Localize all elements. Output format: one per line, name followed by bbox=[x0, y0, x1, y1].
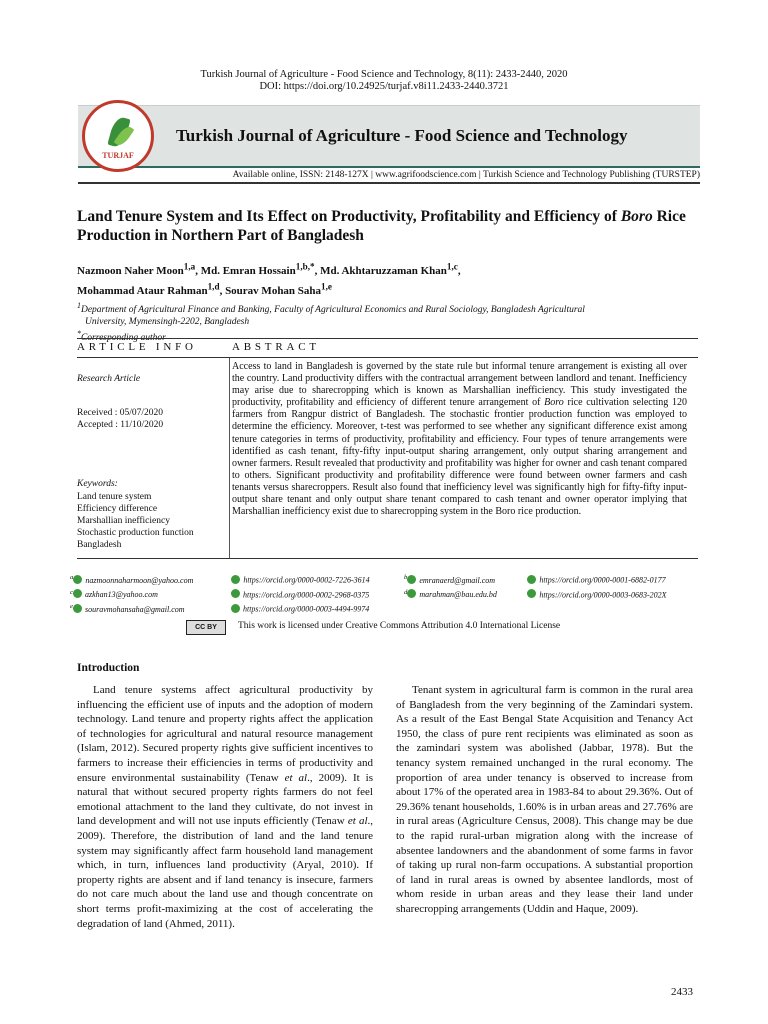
citation-line: Turkish Journal of Agriculture - Food Science and Technology, 8(11): 2433-2440, 2020 bbox=[200, 69, 568, 80]
email-link[interactable]: azkhan13@yahoo.com bbox=[84, 590, 158, 600]
email-icon bbox=[73, 575, 82, 584]
email-icon bbox=[73, 604, 82, 613]
contact-block-left bbox=[70, 572, 370, 616]
paragraph: Tenant system in agricultural farm is common in the rural area of Bangladesh from the very beginning of the Zamindari system. As a result of the East Bengal State Acquisition and Tenancy Act 1950, the class of pure rent recipients was eliminated as soon as the zamindari system was abolished (Jabbar, 1978). But the tenancy system remained unchanged in the rural economy. The proportion of area under tenancy is observed to increase from about 17% of the operated area in 1983-84 to about 29.36%. Out of 29.36% tenant households, 1.60% is in urban areas and 27.76% are in rural areas (Agriculture Census, 2008). This change may be due to the rapid rural-urban migration along with the increase of absentee landowners and the abandonment of some farms in favor of taking up rural non-farm occupations. A substantial proportion of land in rural areas is owned by absentee landlords, most of whom reside in urban areas and they lease their land under sharecropping arrangements (Uddin and Haque, 2009). bbox=[396, 684, 693, 915]
orcid-icon bbox=[231, 604, 240, 613]
header-divider bbox=[78, 182, 700, 184]
title-italic: Boro bbox=[620, 208, 653, 225]
orcid-icon bbox=[527, 589, 536, 598]
article-info-heading: ARTICLE INFO bbox=[77, 341, 197, 353]
section-heading: Introduction bbox=[77, 662, 140, 674]
license-text: This work is licensed under Creative Commons Attribution 4.0 International License bbox=[238, 621, 561, 631]
page-number: 2433 bbox=[671, 986, 693, 998]
keyword: Land tenure system bbox=[77, 492, 152, 502]
orcid-link[interactable]: https://orcid.org/0000-0001-6882-0177 bbox=[539, 575, 666, 585]
contact-block-right bbox=[404, 572, 667, 601]
orcid-link[interactable]: https://orcid.org/0000-0002-2968-0375 bbox=[242, 590, 370, 600]
column-divider bbox=[229, 358, 230, 559]
keyword: Stochastic production function bbox=[77, 528, 194, 538]
keyword: Efficiency difference bbox=[77, 504, 158, 514]
contact-row: $^c$ azkhan13@yahoo.com https://orcid.org/0000-0002-2968-0375 bbox=[70, 588, 370, 600]
citation-header bbox=[0, 69, 768, 93]
email-icon bbox=[407, 575, 416, 584]
paragraph: Land tenure systems affect agricultural productivity by influencing the efficient use of inputs and the adoption of modern technology. Land tenure and property rights affect the application of technologies for agricultural and natural resource management (Islam, 2012). Secured property rights give sufficient incentives to farmers to increase their efficiencies in terms of productivity and ensure environmental sustainability (Tenaw et al., 2009). It is natural that without secured property rights farmers do not feel emotional attachment to the land they cultivate, do not invest in land development and will not use inputs efficiently (Tenaw et al., 2009). Therefore, the distribution of land and the land tenure system may significantly affect farm household land management which, in turn, influences land productivity (Aryal, 2010). If property rights are absent and if land tenancy is insecure, farmers do not care much about the land use and though concentrate on short terms profit-maximizing at the cost of accelerating the degradation of land (Ahmed, 2011). bbox=[77, 684, 374, 930]
abstract-text: Access to land in Bangladesh is governed by the state rule but informal tenure arrangement is existing all over the country. Land productivity differs with the contractual arrangement between landlord and tenant. Inefficiency may arise due to sharecropping which is known as Marshallian inefficiency. This study investigated the productivity, profitability and efficiency of different tenure arrangement of Boro rice cultivation selecting 120 farmers from Rangpur district of Bangladesh. The stochastic frontier production function was employed to determine the efficiency. Moreover, t-test was performed to see whether any significant difference exist among tenure categories in terms of productivity, profitability and efficiency. Four types of tenure arrangements were identified as cash tenant, fifty-fifty input-output sharing arrangement, only output sharing arrangement and owner farmers. Result revealed that productivity and profitability was higher for owner and cash tenant compared to others. Significant productivity and profitability difference were found between owner farmers and cash tenants versus sharecroppers. Result also found that inefficiency level was significantly high for fifty-fifty input-output share tenant and only output share tenant compared to cash tenant and owner operator implying that Marshallian inefficiency exist due to sharecropping system in the Boro rice production. bbox=[232, 361, 688, 518]
affiliation: $^1$Department of Agricultural Finance and Banking, Faculty of Agricultural Economics and Rural Sociology, Bangladesh Agricultural University, Mymensingh-2202, Bangladesh *Corresponding author bbox=[77, 300, 697, 344]
body-column-left bbox=[77, 683, 373, 931]
accepted-date: Accepted : 11/10/2020 bbox=[77, 420, 164, 430]
title-text-1: Land Tenure System and Its Effect on Productivity, Profitability and Efficiency of bbox=[77, 208, 621, 225]
email-icon bbox=[73, 589, 82, 598]
email-icon bbox=[407, 589, 416, 598]
author: Sourav Mohan Saha$^{1,e}$ bbox=[225, 281, 332, 298]
contact-row: $^a$ nazmoonnaharmoon@yahoo.com https://orcid.org/0000-0002-7226-3614 bbox=[70, 574, 370, 585]
orcid-link[interactable]: https://orcid.org/0000-0003-0683-202X bbox=[539, 590, 667, 600]
orcid-link[interactable]: https://orcid.org/0000-0003-4494-9974 bbox=[242, 604, 370, 614]
keyword-list bbox=[77, 491, 194, 551]
availability-line: Available online, ISSN: 2148-127X | www.agrifoodscience.com | Turkish Science and Technology Publishing (TURSTEP) bbox=[232, 170, 700, 180]
doi-line[interactable]: DOI: https://doi.org/10.24925/turjaf.v8i11.2433-2440.3721 bbox=[259, 81, 509, 92]
title-text-2: Rice Production in Northern Part of Bangladesh bbox=[77, 208, 686, 244]
author: Md. Emran Hossain$^{1,b,*}$, bbox=[200, 261, 321, 277]
affiliation-line: Department of Agricultural Finance and Banking, Faculty of Agricultural Economics and Rural Sociology, Bangladesh Agricultural bbox=[80, 305, 585, 316]
divider bbox=[77, 357, 698, 358]
email-link[interactable]: souravmohansaha@gmail.com bbox=[84, 604, 185, 614]
orcid-icon bbox=[527, 575, 536, 584]
contact-row: $^e$ souravmohansaha@gmail.com https://orcid.org/0000-0003-4494-9974 bbox=[70, 603, 370, 614]
article-type: Research Article bbox=[77, 374, 141, 384]
email-link[interactable]: emranaerd@gmail.com bbox=[419, 575, 496, 585]
keyword: Marshallian inefficiency bbox=[77, 516, 170, 526]
paper-title bbox=[77, 207, 697, 245]
divider bbox=[77, 338, 698, 339]
corresponding-note: Corresponding author bbox=[80, 333, 166, 344]
orcid-link[interactable]: https://orcid.org/0000-0002-7226-3614 bbox=[243, 575, 370, 585]
received-date: Received : 05/07/2020 bbox=[77, 408, 164, 418]
email-link[interactable]: marahman@bau.edu.bd bbox=[419, 590, 497, 600]
keywords-label: Keywords: bbox=[77, 479, 118, 489]
author: Md. Akhtaruzzaman Khan$^{1,c}$, bbox=[320, 261, 461, 277]
author: Mohammad Ataur Rahman$^{1,d}$, bbox=[77, 281, 226, 298]
author: Nazmoon Naher Moon$^{1,a}$, bbox=[77, 261, 201, 277]
email-link[interactable]: nazmoonnaharmoon@yahoo.com bbox=[85, 575, 194, 585]
contact-row: $^b$ emranaerd@gmail.com https://orcid.org/0000-0001-6882-0177 bbox=[404, 574, 666, 585]
orcid-icon bbox=[231, 575, 240, 584]
journal-logo bbox=[82, 100, 154, 172]
logo-text: TURJAF bbox=[102, 151, 134, 160]
affiliation-line: University, Mymensingh-2202, Bangladesh bbox=[85, 317, 250, 328]
body-column-right bbox=[396, 683, 693, 917]
keyword: Bangladesh bbox=[77, 540, 122, 550]
divider bbox=[77, 558, 698, 559]
cc-license-icon[interactable]: CC BY bbox=[186, 620, 226, 635]
orcid-icon bbox=[231, 589, 240, 598]
journal-title: Turkish Journal of Agriculture - Food Science and Technology bbox=[176, 126, 628, 145]
author-list bbox=[77, 258, 697, 299]
contact-row: $^d$ marahman@bau.edu.bd https://orcid.org/0000-0003-0683-202X bbox=[404, 588, 667, 600]
abstract-heading: ABSTRACT bbox=[232, 341, 320, 353]
